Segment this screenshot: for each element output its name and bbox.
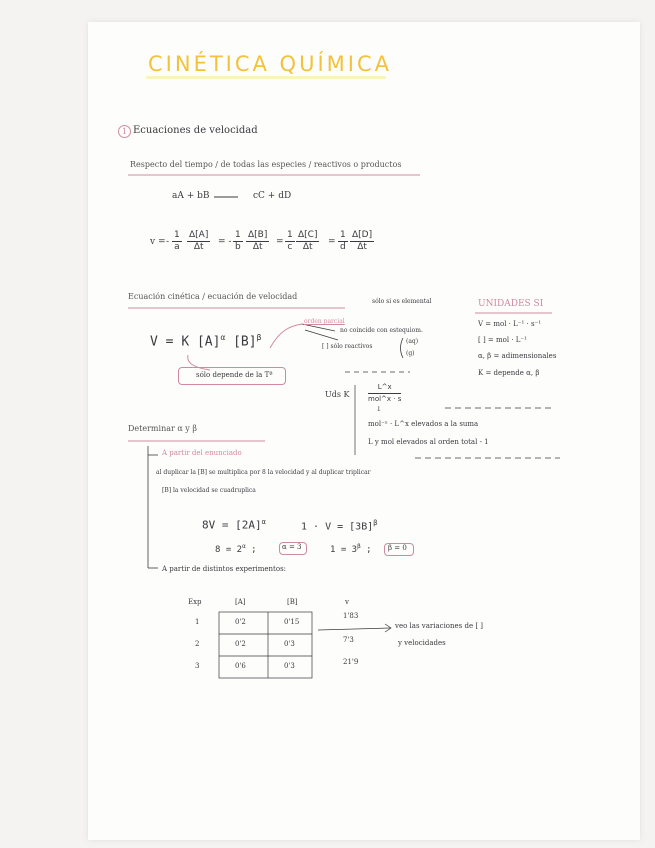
reaction-rhs: cC + dD: [253, 191, 292, 201]
beta-result: β = 0: [388, 544, 407, 552]
uds-k-frac: L^x mol^x · s: [368, 383, 402, 403]
units-title: UNIDADES SI: [478, 299, 544, 309]
table-header-a: [A]: [235, 598, 246, 606]
rate-coef-c: $\frac{1}{c}$: [287, 230, 293, 252]
depende-note: sólo depende de la Tª: [196, 371, 273, 379]
section-number: 1: [118, 123, 131, 138]
state-g: (g): [406, 350, 415, 357]
table-cell: 1: [195, 618, 200, 626]
eq-beta-2: $1 = 3^\beta$ ;: [330, 543, 372, 555]
variaciones-note: veo las variaciones de [ ]: [395, 622, 484, 630]
rate-sign: =: [328, 237, 336, 247]
section1-bullet: Respecto del tiempo / de todas las especies / reactivos o productos: [130, 160, 402, 169]
eq-alpha-2: $8 = 2^\alpha$ ;: [215, 543, 257, 555]
rate-term-a: $\frac{\Delta[A]}{\Delta t}$: [189, 230, 209, 252]
rate-law: V = K $[A]^\alpha$ $[B]^\beta$: [150, 333, 262, 350]
mol-line: mol⁻ˣ · L^x elevados a la suma: [368, 420, 479, 428]
note-elemental: sólo si es elemental: [372, 298, 432, 305]
variaciones-note-2: y velocidades: [398, 639, 446, 647]
state-aq: (aq): [406, 338, 419, 345]
uds-arrow: ↓: [376, 405, 382, 413]
rate-term-d: $\frac{\Delta[D]}{\Delta t}$: [352, 230, 373, 252]
section3-heading: Determinar α y β: [128, 424, 197, 433]
reaction-lhs: aA + bB: [172, 191, 210, 201]
unit-k: K = depende α, β: [478, 369, 540, 377]
a-partir-enunciado: A partir del enunciado: [162, 449, 242, 457]
rate-sign: = -: [218, 237, 232, 247]
table-cell: 0'6: [235, 662, 246, 670]
table-cell: 3: [195, 662, 200, 670]
rate-v: v =: [150, 237, 166, 247]
table-header-exp: Exp: [188, 598, 202, 606]
table-cell: 0'2: [235, 618, 246, 626]
rate-coef-a: $\frac{1}{a}$: [174, 230, 180, 252]
enunciado-text-1: al duplicar la [B] se multiplica por 8 la velocidad y al duplicar triplicar: [156, 469, 371, 476]
table-cell: 1'83: [343, 612, 359, 620]
table-cell: 0'3: [284, 640, 295, 648]
mol-line-2: L y mol elevados al orden total - 1: [368, 438, 489, 446]
rate-sign: =: [276, 237, 284, 247]
table-cell: 7'3: [343, 636, 354, 644]
section2-heading: Ecuación cinética / ecuación de velocidad: [128, 292, 298, 301]
no-coincide-note: no coincide con estequiom.: [340, 327, 423, 334]
eq-beta: $1 \cdot V = [3B]^\beta$: [301, 519, 378, 533]
uds-k-label: Uds K: [325, 390, 350, 399]
table-cell: 0'15: [284, 618, 300, 626]
table-cell: 0'3: [284, 662, 295, 670]
solo-reactivos-note: [ ] sólo reactivos: [322, 343, 373, 350]
table-header-v: v: [345, 598, 349, 606]
rate-coef-b: $\frac{1}{b}$: [235, 230, 241, 252]
rate-term-c: $\frac{\Delta[C]}{\Delta t}$: [298, 230, 318, 252]
rate-term-b: $\frac{\Delta[B]}{\Delta t}$: [248, 230, 268, 252]
a-partir-experimentos: A partir de distintos experimentos:: [162, 565, 287, 573]
orden-parcial-note: orden parcial: [304, 318, 345, 325]
rate-coef-d: $\frac{1}{d}$: [340, 230, 346, 252]
table-cell: 2: [195, 640, 200, 648]
enunciado-text-2: [B] la velocidad se cuadruplica: [162, 487, 256, 494]
table-cell: 0'2: [235, 640, 246, 648]
unit-conc: [ ] = mol · L⁻¹: [478, 336, 527, 344]
unit-orders: α, β = adimensionales: [478, 352, 557, 360]
unit-v: V = mol · L⁻¹ · s⁻¹: [478, 320, 542, 328]
section1-heading: Ecuaciones de velocidad: [133, 125, 258, 136]
table-cell: 21'9: [343, 658, 359, 666]
table-header-b: [B]: [287, 598, 298, 606]
alpha-result: α = 3: [282, 543, 302, 551]
page-title: CINÉTICA QUÍMICA: [148, 52, 392, 76]
title-underline: [146, 76, 386, 79]
rate-sign: -: [166, 237, 170, 247]
eq-alpha: $8V = [2A]^\alpha$: [202, 518, 266, 532]
